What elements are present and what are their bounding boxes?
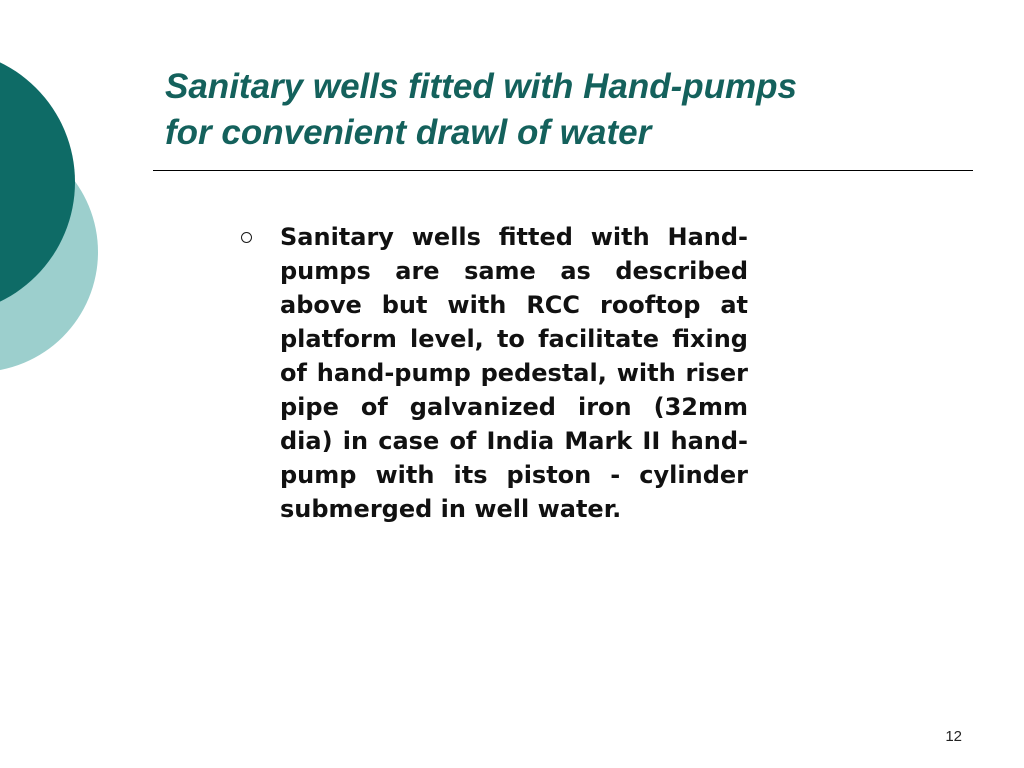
page-number: 12 — [945, 728, 962, 745]
slide-title — [165, 64, 945, 156]
title-underline-divider — [153, 170, 973, 171]
bullet-text: Sanitary wells fitted with Hand-pumps are same as described above but with RCC rooftop at platform level, to facilitate fixing of hand-pump pedestal, with riser pipe of galvanized iron (32mm dia) in case of India Mark II hand-pump with its piston - cylinder submerged in well water. — [280, 223, 748, 523]
hollow-circle-bullet-icon — [241, 232, 252, 243]
decorative-circles — [0, 0, 110, 420]
title-line-2: for convenient drawl of water — [165, 113, 652, 152]
title-line-1: Sanitary wells fitted with Hand-pumps — [165, 67, 798, 106]
